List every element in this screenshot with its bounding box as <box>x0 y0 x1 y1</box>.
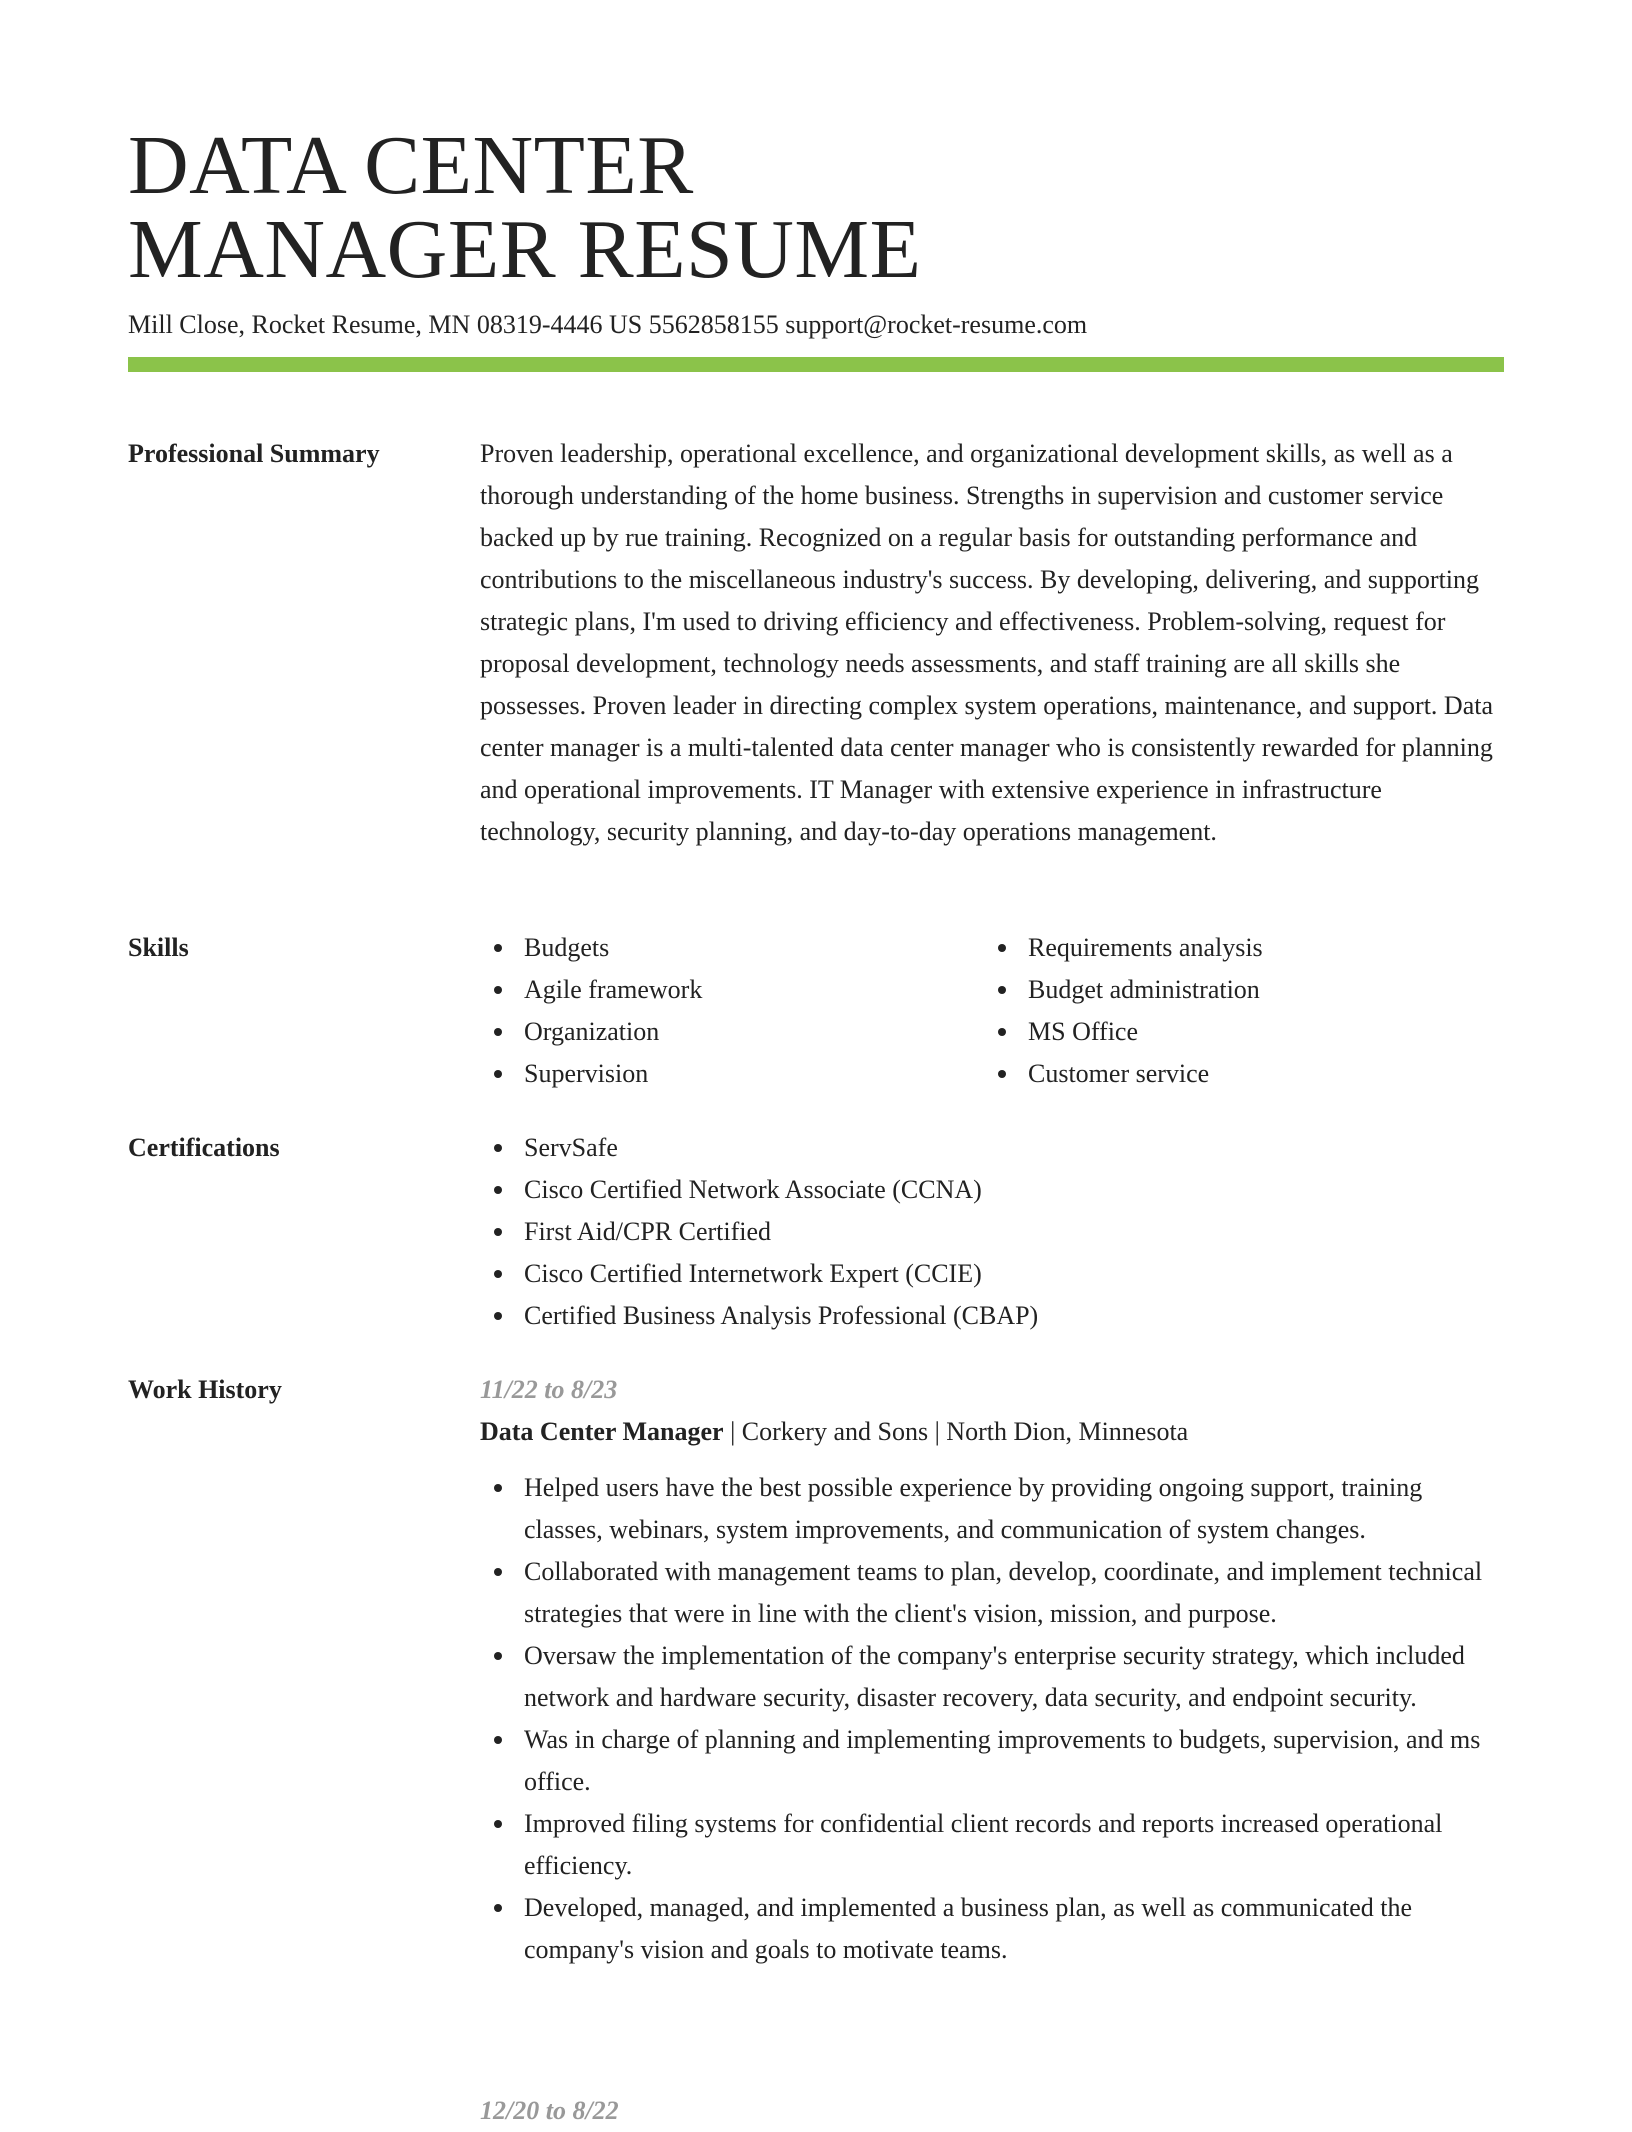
skill-item: MS Office <box>1028 1011 1488 1053</box>
job-dates: 12/20 to 8/22 <box>480 2096 619 2125</box>
contact-info: Mill Close, Rocket Resume, MN 08319-4446 US 5562858155 support@rocket-resume.com <box>128 310 1088 339</box>
work-history-section <box>128 1369 1504 1971</box>
resume-title <box>128 0 1504 296</box>
work-history-heading: Work History <box>128 1375 282 1404</box>
summary-text: Proven leadership, operational excellence, and organizational development skills, as well as a thorough understanding of the home business. Strengths in supervision and customer service backed up by rue training. Recognized on a regular basis for outstanding performance and contributions to the miscellaneous industry's success. By developing, delivering, and supporting strategic plans, I'm used to driving efficiency and effectiveness. Problem-solving, request for proposal development, technology needs assessments, and staff training are all skills she possesses. Proven leader in directing complex system operations, maintenance, and support. Data center manager is a multi-talented data center manager who is consistently rewarded for planning and operational improvements. IT Manager with extensive experience in infrastructure technology, security planning, and day-to-day operations management. <box>480 439 1494 846</box>
certification-item: Cisco Certified Internetwork Expert (CCIE) <box>524 1253 1504 1295</box>
summary-heading: Professional Summary <box>128 439 380 468</box>
certifications-heading: Certifications <box>128 1133 280 1162</box>
skill-item: Budgets <box>524 927 984 969</box>
job-bullet: Collaborated with management teams to plan, develop, coordinate, and implement technical strategies that were in line with the client's vision, mission, and purpose. <box>524 1551 1504 1635</box>
job-bullet: Oversaw the implementation of the company's enterprise security strategy, which included network and hardware security, disaster recovery, data security, and endpoint security. <box>524 1635 1504 1719</box>
skill-item: Organization <box>524 1011 984 1053</box>
job-bullet: Was in charge of planning and implementing improvements to budgets, supervision, and ms office. <box>524 1719 1504 1803</box>
summary-section <box>128 433 1504 853</box>
certification-item: Cisco Certified Network Associate (CCNA) <box>524 1169 1504 1211</box>
certifications-body <box>480 1127 1504 1337</box>
work-history-body <box>480 1369 1504 1971</box>
job-bullet: Improved filing systems for confidential client records and reports increased operational efficiency. <box>524 1803 1504 1887</box>
skills-column-2 <box>984 927 1488 1095</box>
skill-item: Supervision <box>524 1053 984 1095</box>
certification-item: ServSafe <box>524 1127 1504 1169</box>
job-bullet: Helped users have the best possible experience by providing ongoing support, training classes, webinars, system improvements, and communication of system changes. <box>524 1467 1504 1551</box>
skill-item: Budget administration <box>1028 969 1488 1011</box>
certification-item: First Aid/CPR Certified <box>524 1211 1504 1253</box>
job-bullets <box>480 1467 1504 1971</box>
skills-section <box>128 927 1504 1095</box>
job-bullet: Developed, managed, and implemented a business plan, as well as communicated the company's vision and goals to motivate teams. <box>524 1887 1504 1971</box>
skills-body <box>480 927 1504 1095</box>
accent-divider <box>128 357 1504 372</box>
job-heading <box>480 1411 1504 1453</box>
resume-title-line-1: DATA CENTER <box>128 119 694 212</box>
job-dates: 11/22 to 8/23 <box>480 1375 618 1404</box>
skills-column-1 <box>480 927 984 1095</box>
resume-page <box>128 0 1504 372</box>
job-details: | Corkery and Sons | North Dion, Minnesota <box>723 1417 1189 1446</box>
skill-item: Agile framework <box>524 969 984 1011</box>
summary-body <box>480 433 1504 853</box>
job-role: Data Center Manager <box>480 1417 724 1446</box>
resume-title-line-2: MANAGER RESUME <box>128 203 922 296</box>
skills-heading: Skills <box>128 933 189 962</box>
skill-item: Customer service <box>1028 1053 1488 1095</box>
skill-item: Requirements analysis <box>1028 927 1488 969</box>
certifications-section <box>128 1127 1504 1337</box>
certification-item: Certified Business Analysis Professional (CBAP) <box>524 1295 1504 1337</box>
